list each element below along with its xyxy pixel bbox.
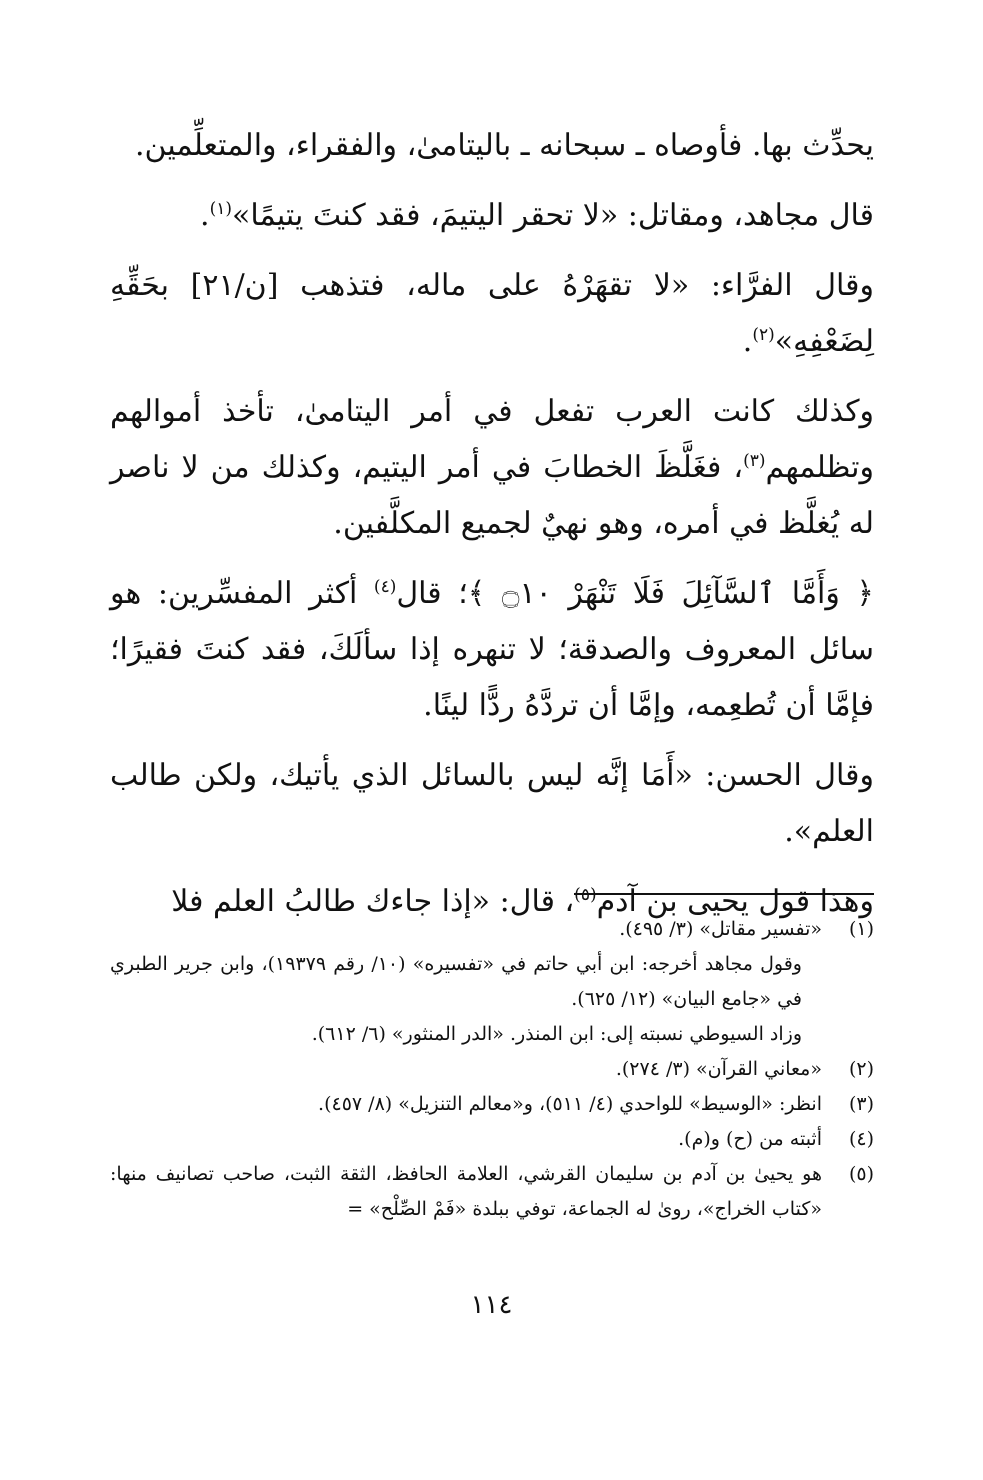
footnotes [110,912,874,1227]
paragraph-text-continued: ، فغَلَّظَ الخطابَ في أمر اليتيم، وكذلك من لا ناصر له يُغلَّظ في أمره، وهو نهيٌ لجميع المكلَّفين. [110,450,874,541]
footnote-ref[interactable]: (٢) [752,325,775,345]
footnote-number: (٤) [848,1128,874,1150]
paragraph [110,188,874,244]
footnote-number: (٣) [848,1093,874,1115]
footnote-line: «معاني القرآن» (٣/ ٢٧٤). [615,1058,822,1080]
footnote-number: (٥) [848,1163,874,1185]
footnote-text [110,912,822,947]
paragraph-text-continued: ، قال: «إذا جاءك طالبُ العلم فلا [171,884,575,919]
footnote-ref[interactable]: (٥) [574,885,597,905]
footnote [110,1122,874,1157]
paragraph-text: وهذا قول يحيى بن آدم [596,884,874,919]
paragraph-text: قال مجاهد، ومقاتل: «لا تحقر اليتيمَ، فقد كنتَ يتيمًا» [232,198,874,233]
footnote-ref[interactable]: (١) [209,199,233,219]
paragraph [110,384,874,552]
paragraph [110,118,874,174]
paragraph-text-continued: . [742,324,753,359]
footnote [110,1052,874,1087]
page-number: ١١٤ [470,1290,513,1320]
paragraph-text: وقال الفرَّاء: «لا تقهَرْهُ على ماله، فتذهب [ن/٢١] بحَقِّهِ لِضَعْفِهِ» [110,268,875,359]
footnote [110,912,874,947]
paragraph-text-continued: . [200,198,210,233]
footnote-ref[interactable]: (٣) [743,451,766,471]
footnote [110,947,874,1052]
paragraph-text: وقال الحسن: «أَمَا إنَّه ليس بالسائل الذي يأتيك، ولكن طالب العلم». [110,758,874,849]
paragraph-text: وكذلك كانت العرب تفعل في أمر اليتامىٰ، تأخذ أموالهم وتظلمهم [110,394,874,485]
footnote-line: وزاد السيوطي نسبته إلى: ابن المنذر. «الدر المنثور» (٦/ ٦١٢). [311,1023,802,1045]
footnote-text [110,1052,822,1087]
footnote-number: (١) [848,918,874,940]
main-text [110,118,874,944]
footnote-ref[interactable]: (٤) [373,577,397,597]
footnote-text [110,1157,822,1227]
footnote-line: أثبته من (ح) و(م). [678,1128,822,1150]
footnote-text [110,1122,822,1157]
paragraph-text: يحدِّث بها. فأوصاه ـ سبحانه ـ باليتامىٰ، والفقراء، والمتعلِّمين. [134,128,874,163]
footnote-line: هو يحيىٰ بن آدم بن سليمان القرشي، العلامة الحافظ، الثقة الثبت، صاحب تصانيف منها: «كتاب الخراج»، روىٰ له الجماعة، توفي ببلدة «فَمْ الصِّلْح» = [110,1163,822,1220]
footnote-line: وقول مجاهد أخرجه: ابن أبي حاتم في «تفسيره» (١٠/ رقم ١٩٣٧٩)، وابن جرير الطبري في «جامع البيان» (١٢/ ٦٢٥). [110,953,802,1010]
paragraph [110,748,874,860]
footnote-line: «تفسير مقاتل» (٣/ ٤٩٥). [619,918,822,940]
paragraph-text-continued: أكثر المفسِّرين: هو سائل المعروف والصدقة؛ لا تنهره إذا سألَكَ، فقد كنتَ فقيرًا؛ فإمَّا أن تُطعِمه، وإمَّا أن تردَّهُ ردًّا لينًا. [110,576,874,723]
footnote-text [110,1087,822,1122]
footnote [110,1157,874,1227]
quran-verse: ﴿ وَأَمَّا ٱلسَّآئِلَ فَلَا تَنْهَرْ ۝١٠ ﴾؛ قال [396,576,874,611]
paragraph [110,566,874,734]
footnote-line: انظر: «الوسيط» للواحدي (٤/ ٥١١)، و«معالم التنزيل» (٨/ ٤٥٧). [318,1093,822,1115]
paragraph [110,258,874,370]
footnote-text [110,947,822,1052]
footnote [110,1087,874,1122]
footnote-divider [574,893,874,895]
footnote-number: (٢) [848,1058,874,1080]
